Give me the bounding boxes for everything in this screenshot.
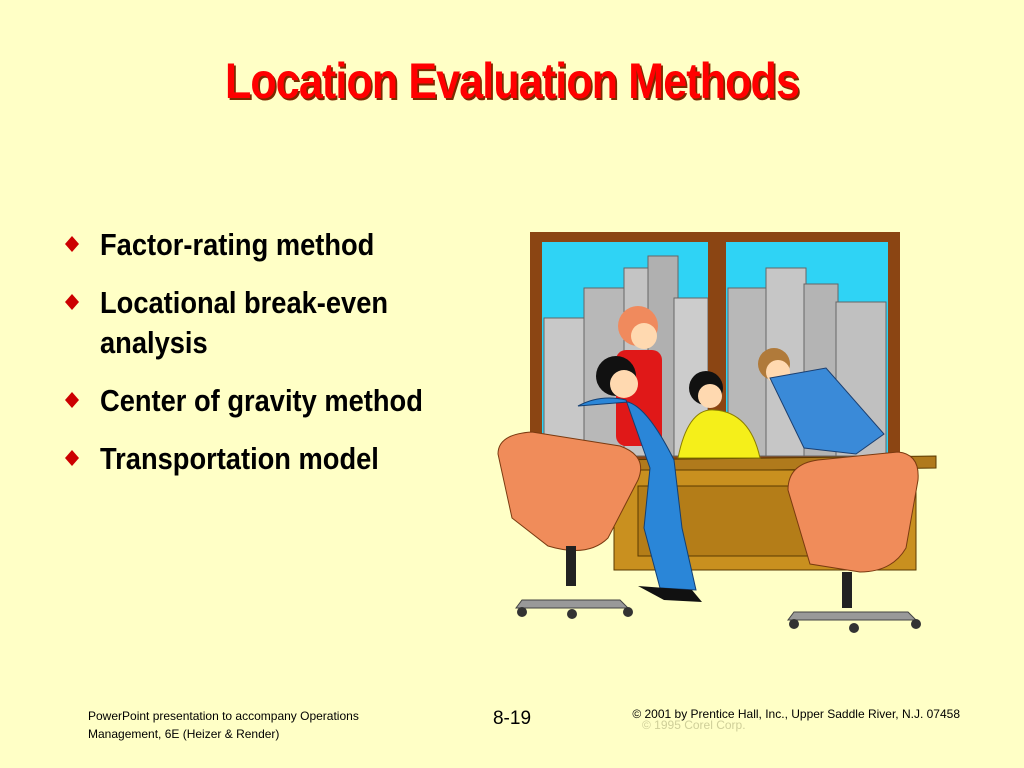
bullet-item: [62, 378, 522, 424]
footer-copyright: © 2001 by Prentice Hall, Inc., Upper Saddle River, N.J. 07458: [632, 707, 960, 721]
slide-title: Location Evaluation Methods: [224, 53, 800, 109]
bullet-item: [62, 222, 522, 268]
bullet-text: Center of gravity method: [100, 383, 423, 418]
diamond-bullet-icon: [64, 236, 80, 252]
bullet-text: Locational break-even: [100, 285, 389, 320]
diamond-bullet-icon: [64, 294, 80, 310]
diamond-bullet-icon: [64, 392, 80, 408]
right-chair: [788, 452, 921, 633]
business-meeting-illustration: [488, 228, 948, 648]
corel-copyright: © 1995 Corel Corp.: [642, 718, 746, 732]
footer-citation-line1: PowerPoint presentation to accompany Operations: [88, 709, 359, 723]
footer-citation: [88, 707, 388, 743]
bullet-item: [62, 436, 522, 482]
footer-citation-line2: Management, 6E (Heizer & Render): [88, 727, 280, 741]
page-number: 8-19: [492, 708, 532, 729]
bullet-continuation: [62, 320, 522, 366]
bullet-list: [62, 222, 522, 494]
bullet-text: Transportation model: [100, 441, 379, 476]
bullet-text: analysis: [100, 325, 208, 360]
diamond-bullet-icon: [64, 450, 80, 466]
bullet-text: Factor-rating method: [100, 227, 375, 262]
